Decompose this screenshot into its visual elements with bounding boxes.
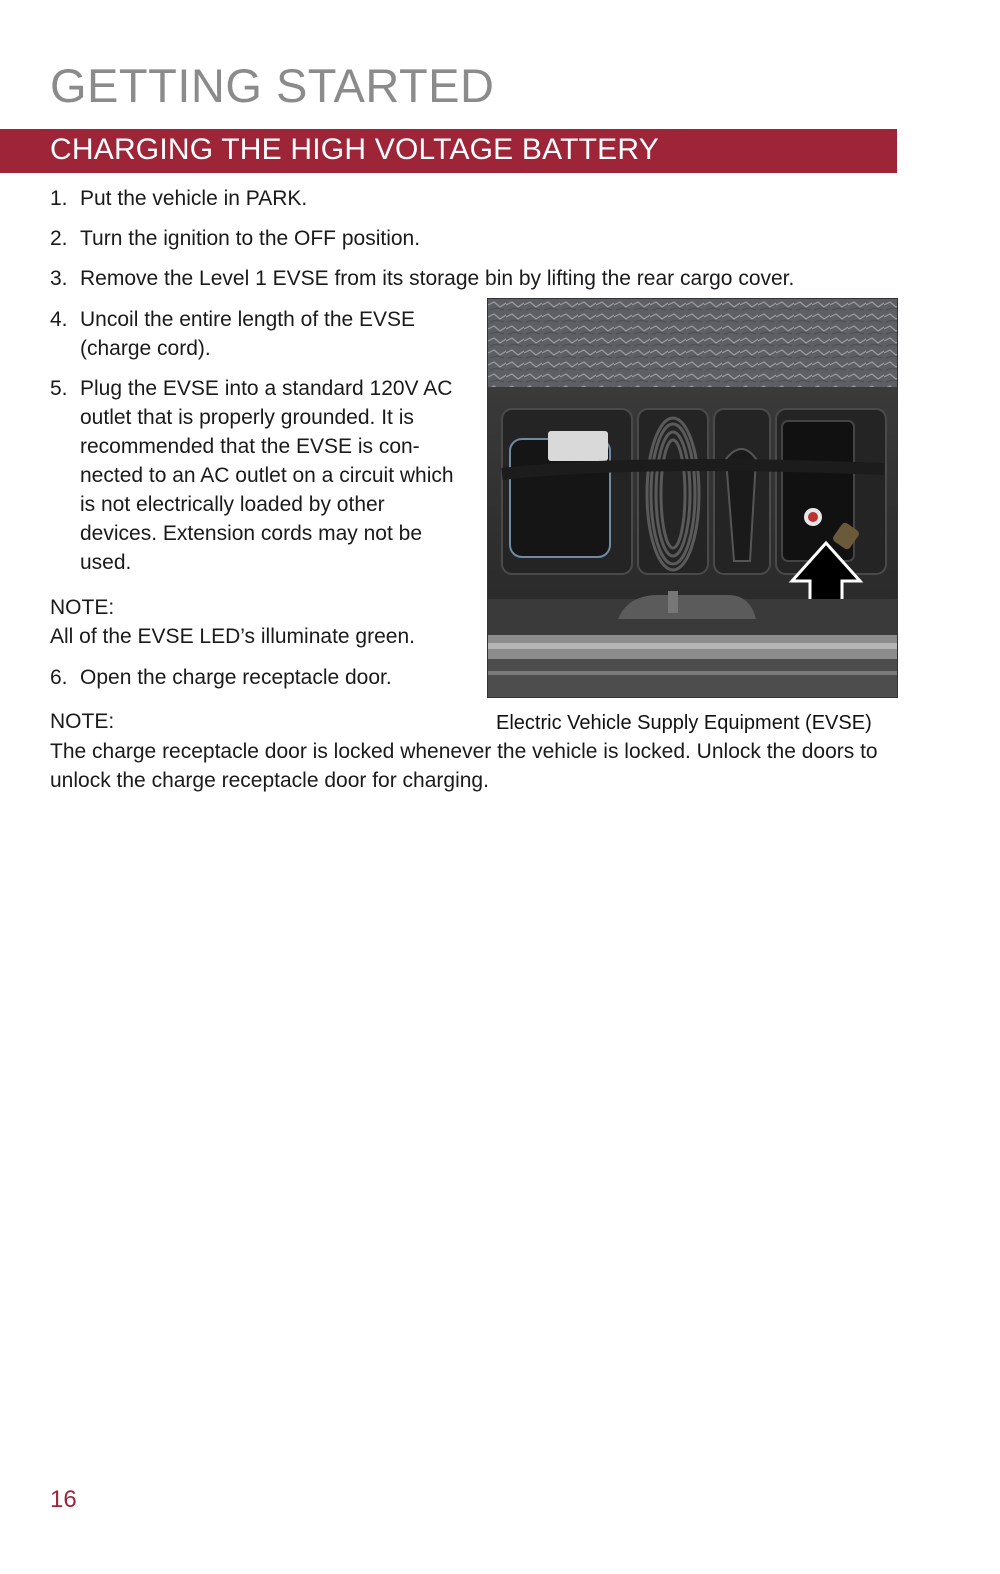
evse-photo — [487, 298, 898, 698]
step-number: 5. — [50, 377, 68, 400]
step-text: Plug the EVSE into a standard 120V AC outlet that is properly grounded. It is recommended that the EVSE is con-nected to an AC outlet on a circuit which is not electrically loaded by other devices. Extension cords may not be used. — [80, 377, 454, 574]
step-text: Put the vehicle in PARK. — [80, 187, 308, 210]
step-text: Turn the ignition to the OFF position. — [80, 227, 421, 250]
note-label: NOTE: — [50, 596, 115, 619]
step-item — [50, 184, 890, 213]
section-title: GETTING STARTED — [50, 59, 495, 112]
step-number: 4. — [50, 308, 68, 331]
step-item — [50, 264, 890, 293]
note-label: NOTE: — [50, 710, 115, 733]
step-item — [50, 305, 460, 363]
step-item — [50, 663, 470, 692]
banner-title: CHARGING THE HIGH VOLTAGE BATTERY — [50, 133, 659, 166]
step-item — [50, 224, 890, 253]
figure-caption: Electric Vehicle Supply Equipment (EVSE) — [496, 712, 872, 734]
step-number: 3. — [50, 267, 68, 290]
note-text: All of the EVSE LED’s illuminate green. — [50, 625, 415, 648]
page-number: 16 — [50, 1486, 77, 1513]
step-item — [50, 374, 465, 577]
evse-cargo-illustration — [488, 299, 898, 698]
step-number: 2. — [50, 227, 68, 250]
step-text: Open the charge receptacle door. — [80, 666, 392, 689]
note-text-body: The charge receptacle door is locked whenever the vehicle is locked. Unlock the doors to unlock the charge receptacle door for charging. — [50, 740, 878, 792]
section-banner — [0, 129, 897, 173]
step-text: Uncoil the entire length of the EVSE (charge cord). — [80, 308, 416, 360]
note-text — [50, 737, 880, 795]
step-number: 6. — [50, 666, 68, 689]
step-number: 1. — [50, 187, 68, 210]
step-text: Remove the Level 1 EVSE from its storage bin by lifting the rear cargo cover. — [80, 267, 795, 290]
